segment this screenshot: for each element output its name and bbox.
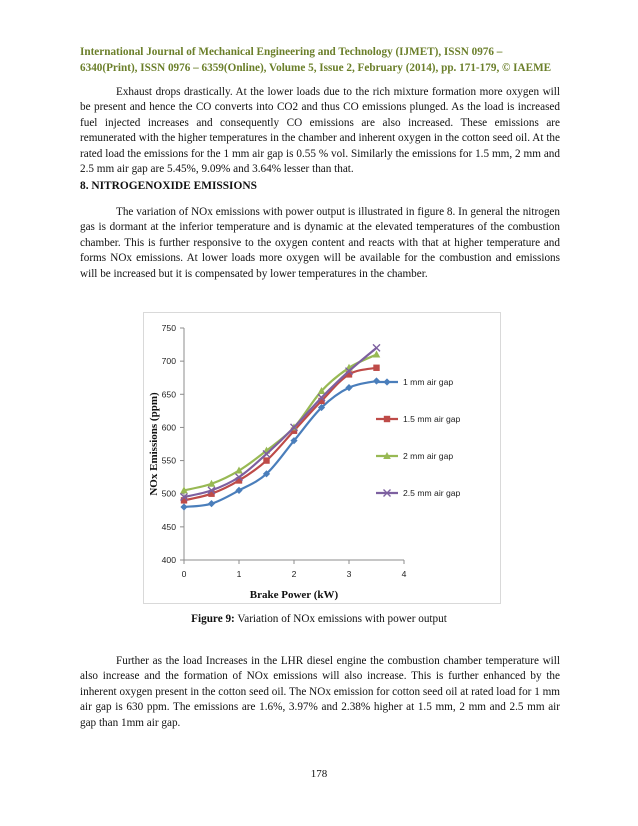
legend-label: 2.5 mm air gap [403,488,461,498]
legend-marker [383,378,390,385]
figure-caption [0,613,638,625]
x-tick-label: 4 [401,569,407,579]
paragraph-nox-intro-text: The variation of NOx emissions with power output is illustrated in figure 8. In general the nitrogen gas is dormant at the inferior temperature and is dynamic at the elevated temperatures of the combustion chamber. This is further responsive to the oxygen content and reacts with that at higher temperature and forms NOx emissions. At lower loads more oxygen will be available for the combustion and emissions will be increased but it is compensated by lower temperatures in the chamber. [80,206,560,280]
data-point [373,344,380,351]
paragraph-co-emissions-text: Exhaust drops drastically. At the lower loads due to the rich mixture formation more oxygen will be present and hence the CO converts into CO2 and thus CO emissions plunged. As the load is increased fuel injected increases and consequently CO emissions are also increased. These emissions are remunerated with the higher temperatures in the chamber and inherent oxygen in the cotton seed oil. At the rated load the emissions for the 1 mm air gap is 0.55 % vol. Similarly the emissions for 1.5 mm, 2 mm and 2.5 mm air gap are 5.45%, 9.09% and 3.64% lesser than that. [80,86,560,176]
data-point [345,384,352,391]
data-point [180,503,187,510]
page-number: 178 [310,768,328,780]
legend-label: 1.5 mm air gap [403,414,461,424]
data-point [208,500,215,507]
paragraph-lhr-engine [80,654,560,731]
x-tick-label: 1 [236,569,242,579]
paragraph-co-emissions [80,85,560,177]
figure-caption-label: Figure 9: [191,613,235,625]
y-tick-label: 750 [161,323,176,333]
journal-header [80,44,560,76]
y-tick-label: 400 [161,555,176,565]
paragraph-lhr-engine-text: Further as the load Increases in the LHR diesel engine the combustion chamber temperature will also increase and the formation of NOx emissions will also increase. This is further enhanced by the inherent oxygen present in the cotton seed oil. The NOx emission for cotton seed oil at rated load for 1 mm air gap is 630 ppm. The emissions are 1.6%, 3.97% and 2.38% higher at 1.5 mm, 2 mm and 2.5 mm air gap than 1mm air gap. [80,655,560,729]
data-point [181,497,187,503]
legend-label: 2 mm air gap [403,451,454,461]
y-tick-label: 550 [161,455,176,466]
x-tick-label: 3 [346,569,352,579]
y-axis-title: NOx Emissions (ppm) [148,392,160,496]
section-heading: 8. NITROGENOXIDE EMISSIONS [80,180,257,192]
data-point [373,351,381,358]
legend-marker [384,416,390,422]
legend-label: 1 mm air gap [403,377,454,387]
y-tick-label: 700 [161,356,176,367]
paragraph-nox-intro [80,205,560,282]
y-tick-label: 650 [161,389,176,400]
x-tick-label: 2 [291,569,297,579]
nox-emissions-chart [143,312,501,604]
x-axis-title: Brake Power (kW) [249,589,339,601]
data-point [373,365,379,371]
y-tick-label: 600 [161,422,176,433]
journal-header-line1: International Journal of Mechanical Engineering and Technology (IJMET), ISSN 0976 – [80,46,503,58]
figure-caption-text: Variation of NOx emissions with power output [237,613,447,625]
x-tick-label: 0 [181,569,187,579]
y-tick-label: 450 [161,521,176,532]
y-tick-label: 500 [161,488,176,499]
data-point [263,457,269,463]
chart-canvas [144,313,500,603]
journal-header-line2: 6340(Print), ISSN 0976 – 6359(Online), Volume 5, Issue 2, February (2014), pp. 171-179, © IAEME [80,62,552,74]
